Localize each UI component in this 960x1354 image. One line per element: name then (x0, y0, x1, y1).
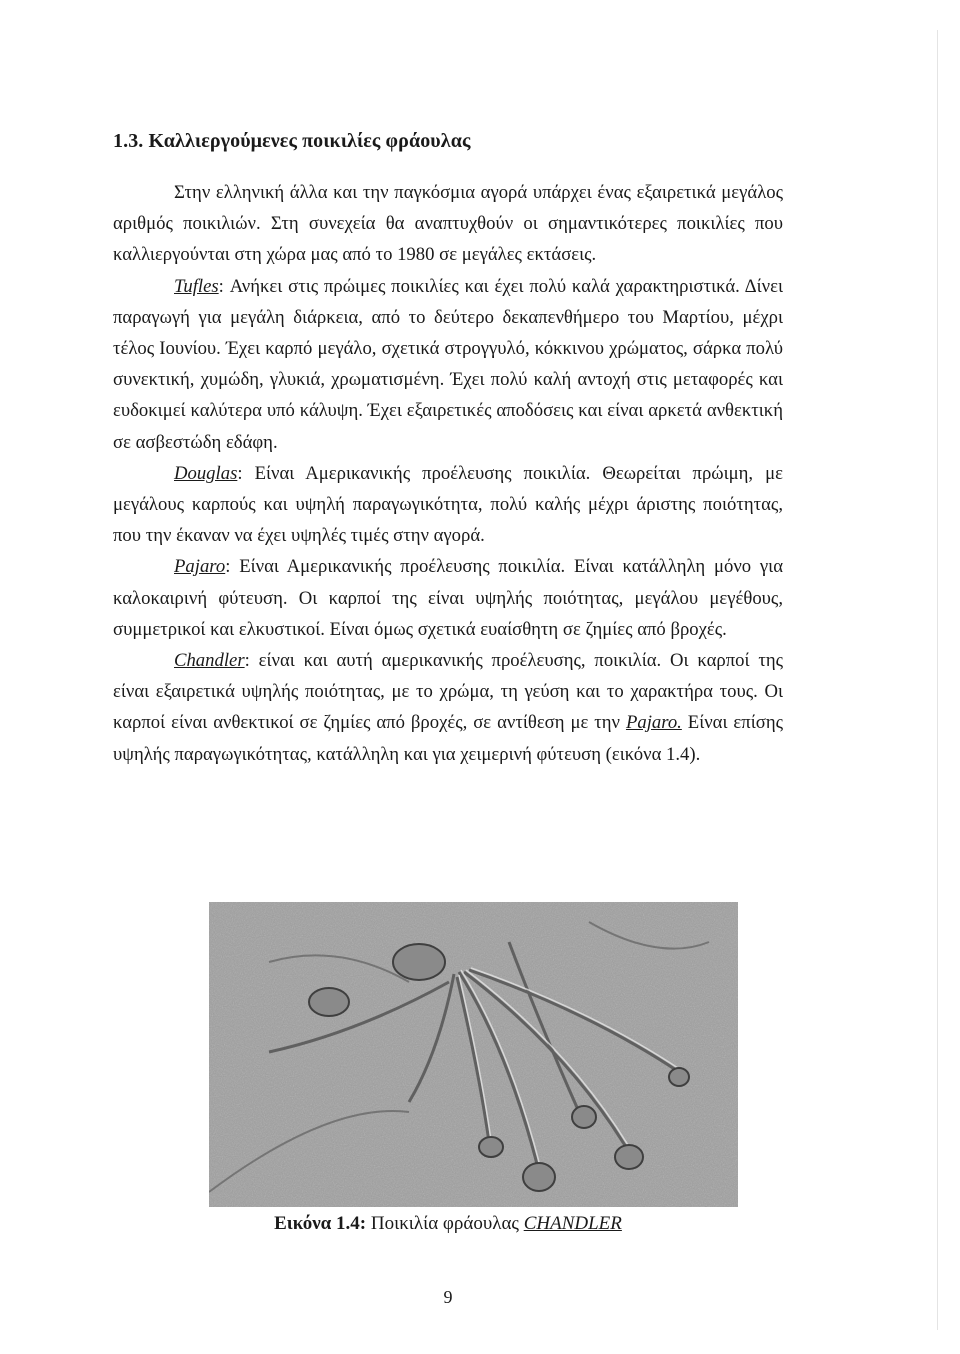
variety-name-pajaro: Pajaro (174, 556, 226, 578)
variety-text-chandler-2: Είναι επίσης υψηλής παραγωγικότητας, κατάλληλη και για χειμερινή φύτευση (εικόνα 1.4). (113, 712, 783, 765)
caption-text: Ποικιλία φράουλας (366, 1213, 524, 1234)
strawberry-photo (209, 902, 738, 1207)
variety-sep: : (237, 462, 243, 484)
variety-name-tufles: Tufles (174, 275, 219, 297)
body-text (113, 177, 783, 770)
strawberry-plant-image (209, 902, 738, 1207)
caption-label: Εικόνα 1.4: (274, 1213, 367, 1234)
intro-paragraph: Στην ελληνική άλλα και την παγκόσμια αγορά υπάρχει ένας εξαιρετικά μεγάλος αριθμός ποικιλιών. Στη συνεχεία θα αναπτυχθούν οι σημαντικότερες ποικιλίες που καλλιεργούνται στη χώρα μας από το 1980 σε μεγάλες εκτάσεις. (113, 182, 783, 266)
variety-text-tufles: Ανήκει στις πρώιμες ποικιλίες και έχει πολύ καλά χαρακτηριστικά. Δίνει παραγωγή για μεγάλη διάρκεια, από το δεύτερο δεκαπενθήμερο του Μαρτίου, μέχρι τέλος Ιουνίου. Έχει καρπό μεγάλο, σχετικά στρογγυλό, κόκκινου χρώματος, σάρκα πολύ συνεκτική, χυμώδη, γλυκιά, χρωματισμένη. Έχει πολύ καλή αντοχή στις μεταφορές και ευδοκιμεί καλύτερα υπό κάλυψη. Έχει εξαιρετικές αποδόσεις και είναι αρκετά ανθεκτική σε ασβεστώδη εδάφη. (113, 275, 783, 453)
variety-paragraph-chandler (113, 645, 783, 770)
variety-ref-pajaro: Pajaro. (625, 712, 682, 734)
variety-sep: : (225, 556, 231, 578)
variety-sep: : (218, 275, 224, 297)
section-title: Καλλιεργούμενες ποικιλίες φράουλας (148, 130, 471, 152)
variety-text-pajaro: Είναι Αμερικανικής προέλευσης ποικιλία. Είναι κατάλληλη μόνο για καλοκαιρινή φύτευση. Οι καρποί της είναι υψηλής ποιότητας, μεγάλου μεγέθους, συμμετρικοί και ελκυστικοί. Είναι όμως σχετικά ευαίσθητη σε ζημίες από βροχές. (113, 556, 783, 640)
section-number: 1.3. (113, 130, 144, 152)
variety-sep: : (244, 650, 250, 672)
variety-name-douglas: Douglas (174, 462, 238, 484)
page-edge-line (937, 30, 938, 1330)
variety-paragraph-tufles (113, 271, 783, 458)
caption-subject: CHANDLER (523, 1213, 622, 1234)
variety-name-chandler: Chandler (174, 650, 245, 672)
variety-paragraph-pajaro (113, 551, 783, 645)
variety-text-chandler-1: είναι και αυτή αμερικανικής προέλευσης, ποικιλία. Οι καρποί της είναι εξαιρετικά υψηλής ποιότητας, με το χρώμα, τη γεύση και το χαρακτήρα τους. Οι καρποί είναι ανθεκτικοί σε ζημίες από βροχές, σε αντίθεση με την (113, 650, 783, 734)
variety-paragraph-douglas (113, 458, 783, 552)
figure-caption (113, 1211, 783, 1237)
section-heading (113, 128, 471, 154)
variety-text-douglas: Είναι Αμερικανικής προέλευσης ποικιλία. Θεωρείται πρώιμη, με μεγάλους καρπούς και υψηλή παραγωγικότητα, πολύ καλής μέχρι άριστης ποιότητας, που την έκαναν να έχει υψηλές τιμές στην αγορά. (113, 462, 783, 547)
page-number: 9 (443, 1287, 453, 1307)
